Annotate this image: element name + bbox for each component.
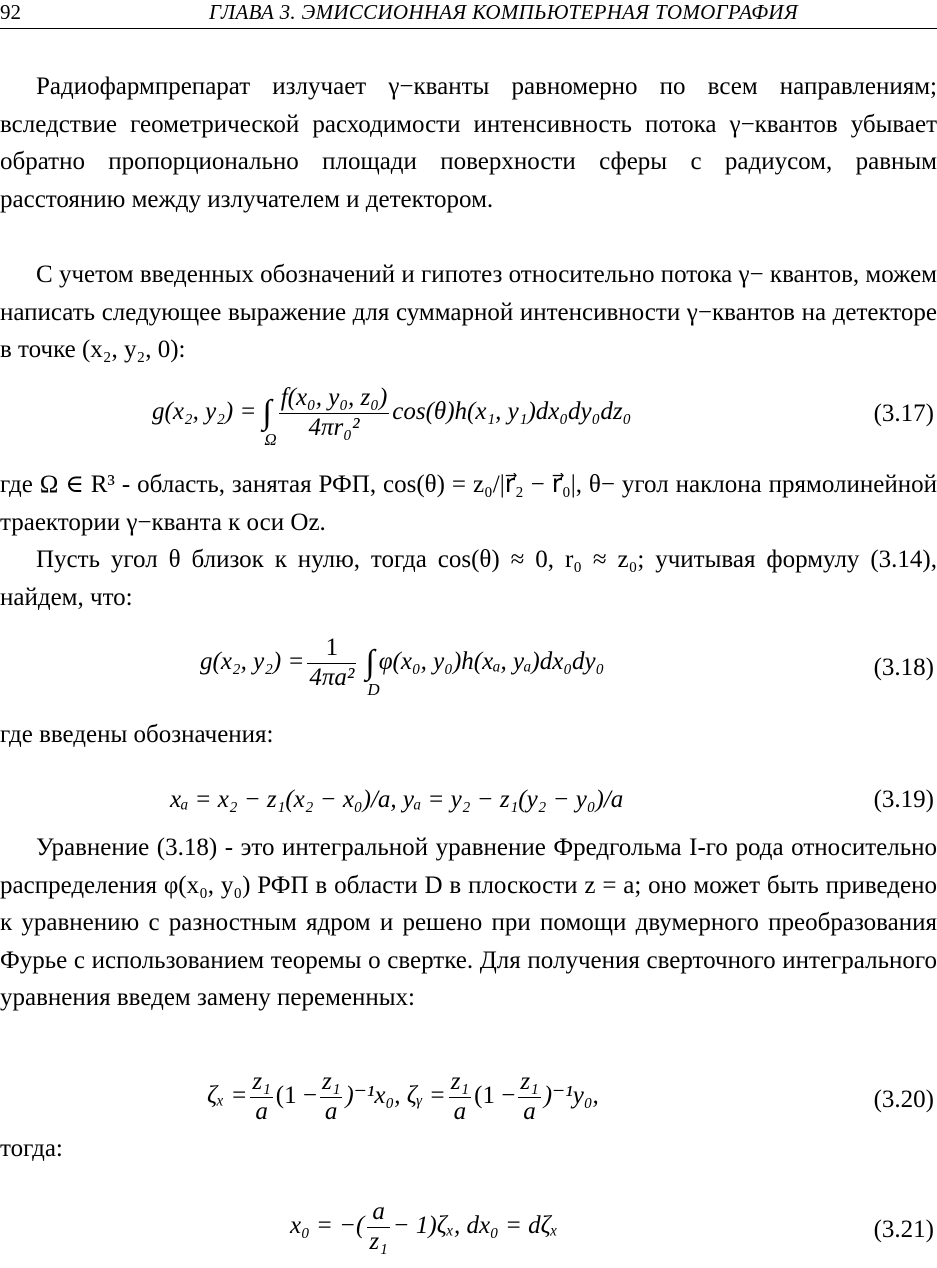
paragraph-intensity-intro: С учетом введенных обозначений и гипотез относительно потока γ− квантов, можем написать следующее выражение для суммарной интенсивности γ−квантов на детекторе в точке (x₂, y₂, 0):	[0, 261, 937, 364]
paragraph-omega-definition: где Ω ∈ R³ - область, занятая РФП, cos(θ) = z₀/|r⃗₂ − r⃗₀|, θ− угол наклона прямолинейной траектории γ−кванта к оси Oz.	[0, 471, 937, 536]
equation-number-3-17: (3.17)	[873, 400, 934, 427]
equation-3-19	[0, 786, 937, 826]
eq320-fraction-2-den: a	[324, 1097, 338, 1125]
eq320-fraction-4-den: a	[523, 1097, 536, 1125]
equation-3-18-body	[200, 634, 605, 700]
equation-3-20-body	[207, 1068, 599, 1127]
integral-sign: ∫ Ω	[262, 394, 277, 450]
eq317-numerator: f(x₀, y₀, z₀)	[279, 384, 390, 414]
eq321-numerator: a	[367, 1198, 389, 1228]
paragraph-notation: где введены обозначения:	[0, 721, 274, 748]
eq318-lhs: g(x₂, y₂) =	[200, 647, 305, 675]
eq321-fraction	[367, 1198, 389, 1257]
eq320-fraction-3-num: z₁	[449, 1068, 471, 1098]
equation-3-21	[0, 1194, 937, 1266]
equation-3-17-body	[152, 384, 632, 450]
eq320-mid-1b: (1 −	[474, 1081, 516, 1109]
header-rule	[0, 28, 937, 29]
eq318-fraction	[307, 634, 356, 693]
equation-number-3-20: (3.20)	[873, 1086, 934, 1113]
eq320-fraction-1-den: a	[255, 1097, 268, 1125]
equation-number-3-19: (3.19)	[873, 786, 934, 813]
eq318-rest: φ(x₀, y₀)h(xₐ, yₐ)dx₀dy₀	[378, 647, 605, 675]
paragraph-fredholm: Уравнение (3.18) - это интегральной уравнение Фредгольма I-го рода относительно распределения φ(x₀, y₀) РФП в области D в плоскости z = a; оно может быть приведено к уравнению с разностным ядром и решено при помощи двумерного преобразования Фурье с использованием теоремы о свертке. Для получения сверточного интегрального уравнения введем замену переменных:	[0, 834, 937, 1012]
equation-3-17	[0, 378, 937, 458]
eq321-rest: − 1)ζₓ, dx₀ = dζₓ	[392, 1211, 558, 1239]
eq321-lhs: x₀ = −(	[290, 1211, 365, 1239]
eq320-fraction-1-num: z₁	[250, 1068, 272, 1098]
eq317-denominator: 4πr₀²	[308, 413, 360, 441]
paragraph-small-angle: Пусть угол θ близок к нулю, тогда cos(θ) ≈ 0, r₀ ≈ z₀; учитывая формулу (3.14), найдем, что:	[0, 546, 937, 611]
eq320-fraction-1	[250, 1068, 272, 1127]
eq320-mid-2: )⁻¹x₀, ζᵧ =	[345, 1081, 446, 1109]
equation-number-3-18: (3.18)	[873, 654, 934, 681]
eq317-domain: Ω	[264, 430, 277, 450]
eq317-lhs: g(x₂, y₂) =	[152, 397, 257, 425]
page-number: 92	[0, 0, 21, 24]
eq318-numerator: 1	[307, 634, 356, 664]
eq320-zeta-x: ζₓ =	[207, 1081, 248, 1109]
equation-3-21-body	[290, 1198, 558, 1257]
eq318-domain: D	[367, 680, 380, 700]
eq320-fraction-3	[449, 1068, 471, 1127]
paragraph-then: тогда:	[0, 1135, 63, 1162]
eq320-fraction-3-den: a	[453, 1097, 467, 1125]
equation-number-3-21: (3.21)	[873, 1216, 934, 1243]
eq320-fraction-2	[320, 1068, 342, 1127]
eq320-fraction-4	[518, 1068, 540, 1127]
eq320-fraction-4-num: z₁	[518, 1068, 540, 1098]
eq317-fraction	[279, 384, 390, 443]
eq321-denominator: z₁	[369, 1227, 388, 1255]
eq319-body: xₐ = x₂ − z₁(x₂ − x₀)/a, yₐ = y₂ − z₁(y₂ − y₀)/a	[170, 786, 624, 813]
eq320-mid-3: )⁻¹y₀,	[543, 1081, 599, 1109]
eq317-rest: cos(θ)h(x₁, y₁)dx₀dy₀dz₀	[392, 397, 632, 425]
running-title: ГЛАВА 3. ЭМИССИОННАЯ КОМПЬЮТЕРНАЯ ТОМОГРАФИЯ	[209, 0, 798, 24]
equation-3-18	[0, 630, 937, 710]
integral-sign: ∫ D	[365, 644, 380, 700]
page-header	[0, 0, 937, 30]
eq320-fraction-2-num: z₁	[320, 1068, 342, 1098]
eq320-mid-1: (1 −	[275, 1081, 317, 1109]
eq318-denominator: 4πa²	[309, 663, 355, 691]
paragraph-emission: Радиофармпрепарат излучает γ−кванты равномерно по всем направлениям; вследствие геометрической расходимости интенсивность потока γ−квантов убывает обратно пропорционально площади поверхности сферы с радиусом, равным расстоянию между излучателем и детектором.	[0, 73, 937, 213]
